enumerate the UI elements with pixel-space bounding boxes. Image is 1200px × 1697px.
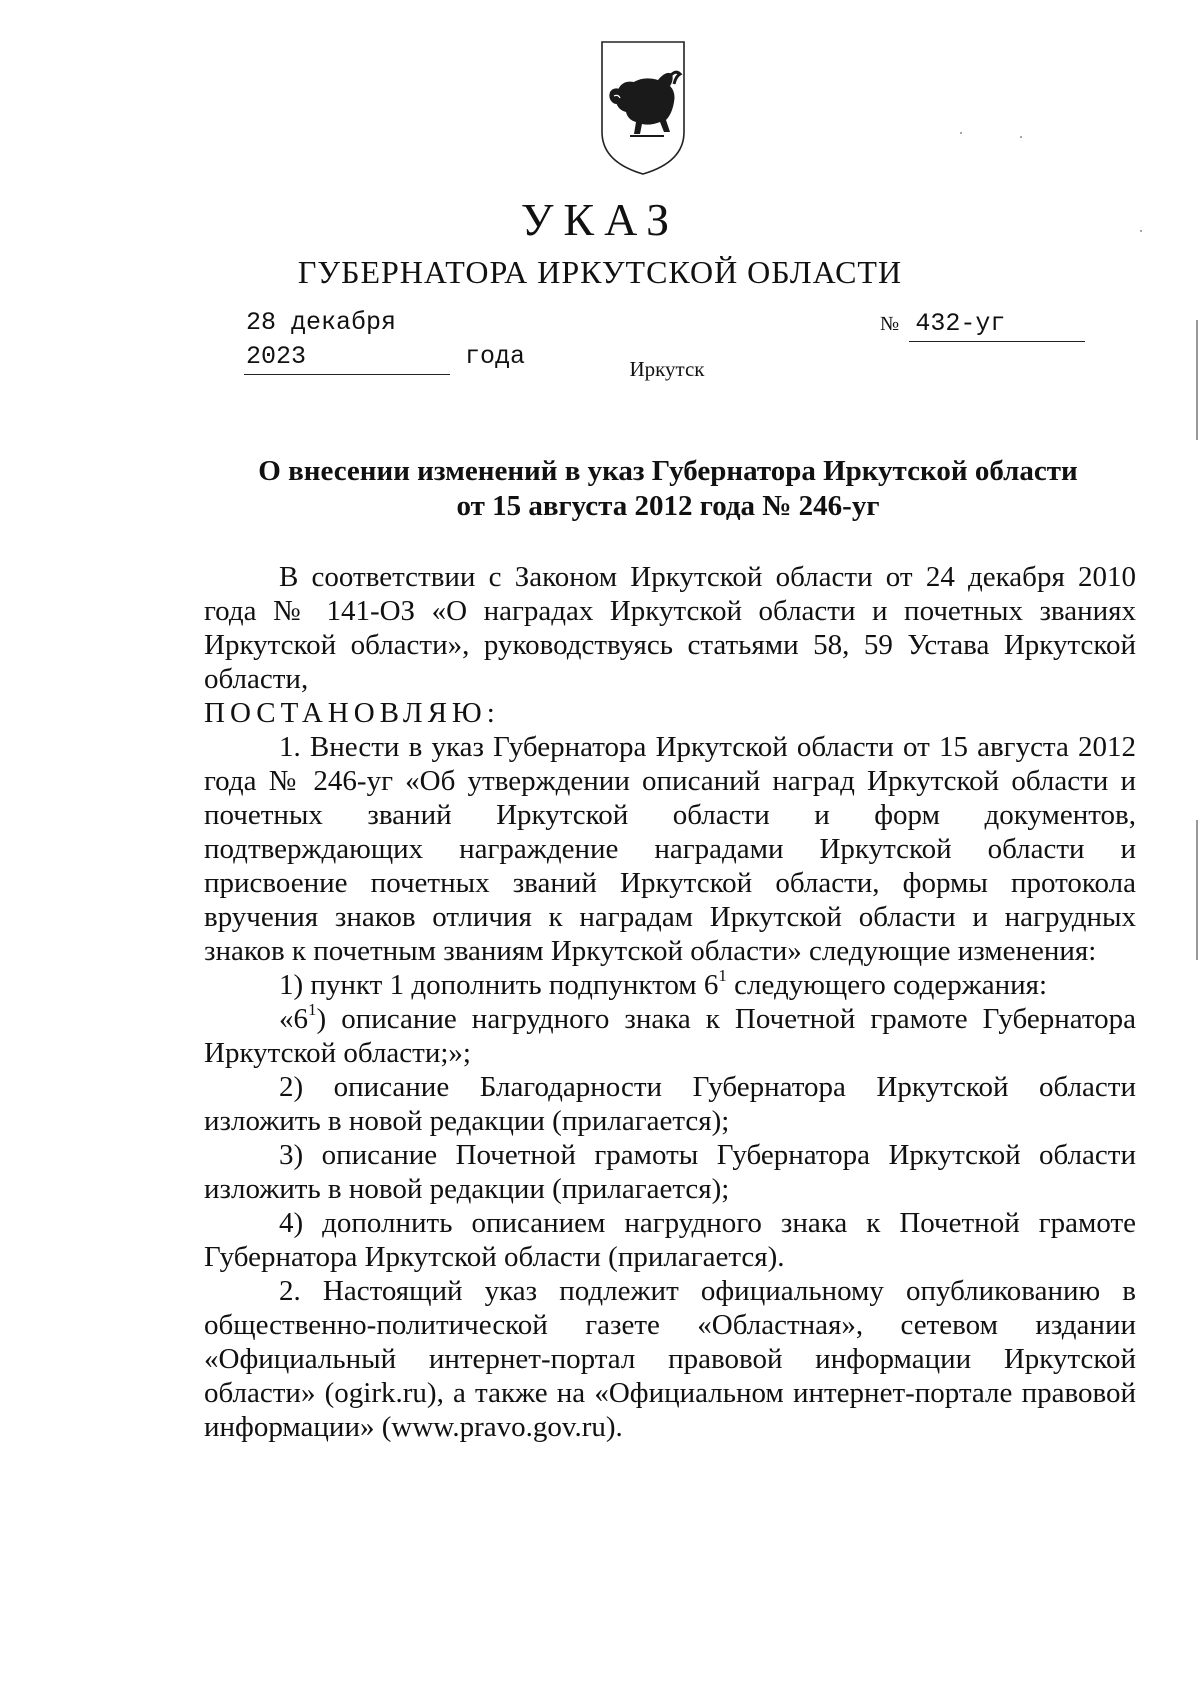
scan-speck bbox=[1020, 136, 1022, 138]
number-sign: № bbox=[880, 313, 900, 335]
subitem-3-paragraph: 3) описание Почетной грамоты Губернатора Иркутской области изложить в новой редакции (прилагается); bbox=[204, 1139, 1136, 1205]
quote-prefix: «6 bbox=[279, 1003, 308, 1035]
subitem-1-text: 1) пункт 1 дополнить подпунктом 6 bbox=[279, 969, 719, 1001]
coat-of-arms-icon bbox=[600, 40, 686, 178]
subitem-4-paragraph: 4) дополнить описанием нагрудного знака к Почетной грамоте Губернатора Иркутской области (прилагается). bbox=[204, 1207, 1136, 1273]
document-heading bbox=[200, 454, 1136, 524]
date-suffix: года bbox=[465, 342, 526, 371]
scan-speck bbox=[960, 132, 962, 134]
heading-line-2: от 15 августа 2012 года № 246-уг bbox=[456, 490, 880, 522]
heading-line-1: О внесении изменений в указ Губернатора Иркутской области bbox=[258, 455, 1078, 487]
superscript: 1 bbox=[308, 1000, 317, 1020]
subitem-1-suffix: следующего содержания: bbox=[726, 969, 1048, 1001]
scan-speck bbox=[1140, 230, 1142, 232]
superscript: 1 bbox=[718, 966, 727, 986]
scan-edge-mark bbox=[1196, 820, 1198, 960]
subitem-1-paragraph bbox=[204, 968, 1136, 1002]
subitem-2-paragraph: 2) описание Благодарности Губернатора Иркутской области изложить в новой редакции (прилагается); bbox=[204, 1071, 1136, 1137]
document-city: Иркутск bbox=[629, 357, 705, 381]
item-2-paragraph: 2. Настоящий указ подлежит официальному опубликованию в общественно-политической газете «Областная», сетевом издании «Официальный интернет-портал правовой информации Иркутской области» (ogirk.ru), а также на «Официальном интернет-портале правовой информации» (www.pravo.gov.ru). bbox=[204, 1275, 1136, 1443]
preamble-paragraph: В соответствии с Законом Иркутской области от 24 декабря 2010 года № 141-ОЗ «О наградах Иркутской области и почетных званиях Иркутской области», руководствуясь статьями 58, 59 Устава Иркутской области, bbox=[204, 561, 1136, 695]
number-value: 432-уг bbox=[909, 307, 1085, 342]
quote-paragraph bbox=[204, 1002, 1136, 1070]
document-body bbox=[204, 560, 1136, 1444]
document-number bbox=[880, 306, 1085, 342]
scan-edge-mark bbox=[1196, 320, 1198, 440]
document-subtitle: ГУБЕРНАТОРА ИРКУТСКОЙ ОБЛАСТИ bbox=[297, 254, 903, 290]
document-title: УКАЗ bbox=[520, 194, 680, 245]
item-1-paragraph: 1. Внести в указ Губернатора Иркутской области от 15 августа 2012 года № 246-уг «Об утверждении описаний наград Иркутской области и почетных званий Иркутской области и форм документов, подтверждающих награждение наградами Иркутской области и присвоение почетных званий Иркутской области, формы протокола вручения знаков отличия к наградам Иркутской области и нагрудных знаков к почетным званиям Иркутской области» следующие изменения: bbox=[204, 731, 1136, 967]
quote-text: ) описание нагрудного знака к Почетной грамоте Губернатора Иркутской области;»; bbox=[204, 1003, 1136, 1069]
date-value: 28 декабря 2023 bbox=[244, 306, 450, 375]
decree-word: ПОСТАНОВЛЯЮ: bbox=[204, 697, 500, 729]
